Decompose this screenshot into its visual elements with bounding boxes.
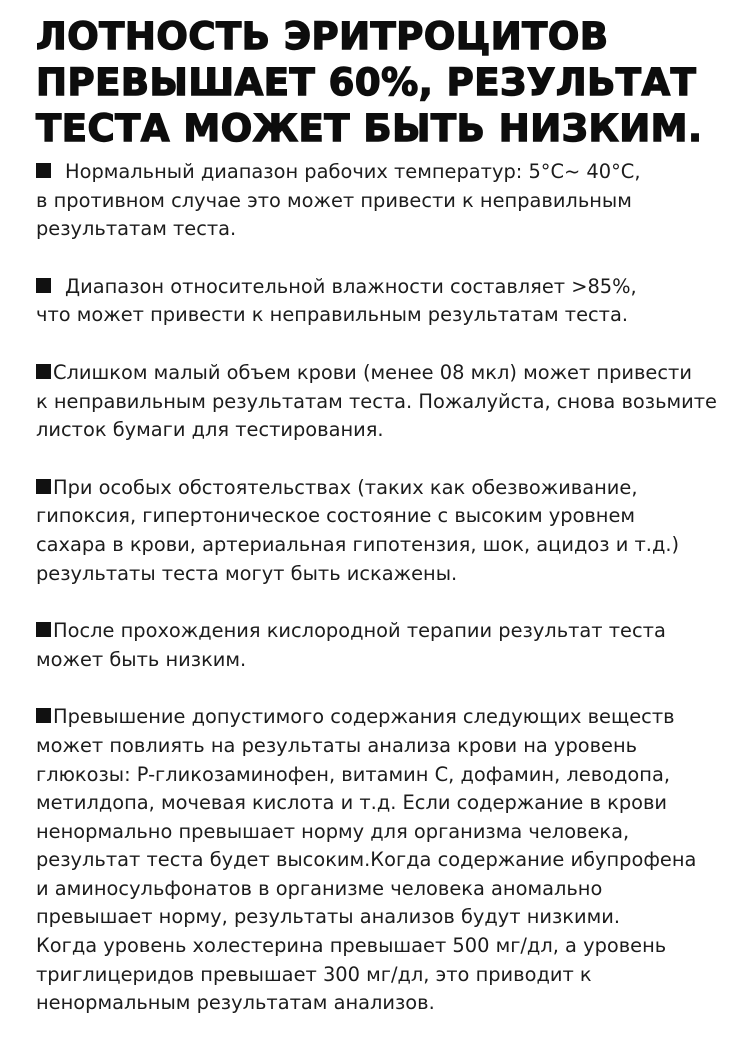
- heading-line-3: ТЕСТА МОЖЕТ БЫТЬ НИЗКИМ.: [36, 107, 703, 150]
- note-text: гипоксия, гипертоническое состояние с высоким уровнем: [36, 504, 636, 528]
- note-text: может повлиять на результаты анализа крови на уровень: [36, 733, 638, 757]
- note-text: метилдопа, мочевая кислота и т.д. Если содержание в крови: [36, 791, 668, 815]
- note-text: в противном случае это может привести к неправильным: [36, 188, 632, 212]
- square-bullet-icon: [36, 278, 51, 293]
- note-text: Когда уровень холестерина превышает 500 мг/дл, а уровень: [36, 934, 667, 958]
- note-text: результат теста будет высоким.Когда содержание ибупрофена: [36, 848, 697, 872]
- note-interfering-substances: [36, 703, 736, 1018]
- note-humidity: [36, 273, 736, 330]
- note-text: Нормальный диапазон рабочих температур: 5°C~ 40°C,: [65, 160, 641, 183]
- square-bullet-icon: [36, 622, 51, 637]
- note-text: что может привести к неправильным результатам теста.: [36, 303, 629, 327]
- note-text: результаты теста могут быть искажены.: [36, 561, 458, 585]
- note-temperature: [36, 158, 736, 244]
- note-text: триглицеридов превышает 300 мг/дл, это приводит к: [36, 962, 592, 986]
- note-text: результатам теста.: [36, 217, 237, 241]
- note-text: При особых обстоятельствах (таких как обезвоживание,: [53, 475, 638, 499]
- page-heading: [36, 14, 736, 152]
- note-text: Слишком малый объем крови (менее 08 мкл) может привести: [53, 360, 692, 384]
- note-text: и аминосульфонатов в организме человека аномально: [36, 876, 603, 900]
- heading-line-2: ПРЕВЫШАЕТ 60%, РЕЗУЛЬТАТ: [36, 61, 697, 104]
- note-blood-volume: [36, 359, 736, 445]
- note-text: превышает норму, результаты анализов будут низкими.: [36, 905, 621, 929]
- square-bullet-icon: [36, 708, 51, 723]
- note-text: Диапазон относительной влажности составляет >85%,: [65, 274, 637, 298]
- note-text: может быть низким.: [36, 647, 247, 671]
- note-text: к неправильным результатам теста. Пожалуйста, снова возьмите: [36, 389, 717, 413]
- square-bullet-icon: [36, 163, 51, 178]
- note-text: ненормальным результатам анализов.: [36, 991, 435, 1015]
- note-text: После прохождения кислородной терапии результат теста: [53, 619, 666, 643]
- note-text: глюкозы: P-гликозаминофен, витамин C, дофамин, леводопа,: [36, 762, 671, 786]
- note-special-conditions: [36, 474, 736, 588]
- heading-line-1: ЛОТНОСТЬ ЭРИТРОЦИТОВ: [36, 15, 609, 58]
- note-text: сахара в крови, артериальная гипотензия, шок, ацидоз и т.д.): [36, 532, 680, 556]
- note-text: Превышение допустимого содержания следующих веществ: [53, 705, 675, 729]
- note-oxygen-therapy: [36, 617, 736, 674]
- notes-list: [36, 158, 736, 1047]
- square-bullet-icon: [36, 364, 51, 379]
- note-text: ненормально превышает норму для организма человека,: [36, 819, 630, 843]
- square-bullet-icon: [36, 479, 51, 494]
- note-text: листок бумаги для тестирования.: [36, 418, 384, 442]
